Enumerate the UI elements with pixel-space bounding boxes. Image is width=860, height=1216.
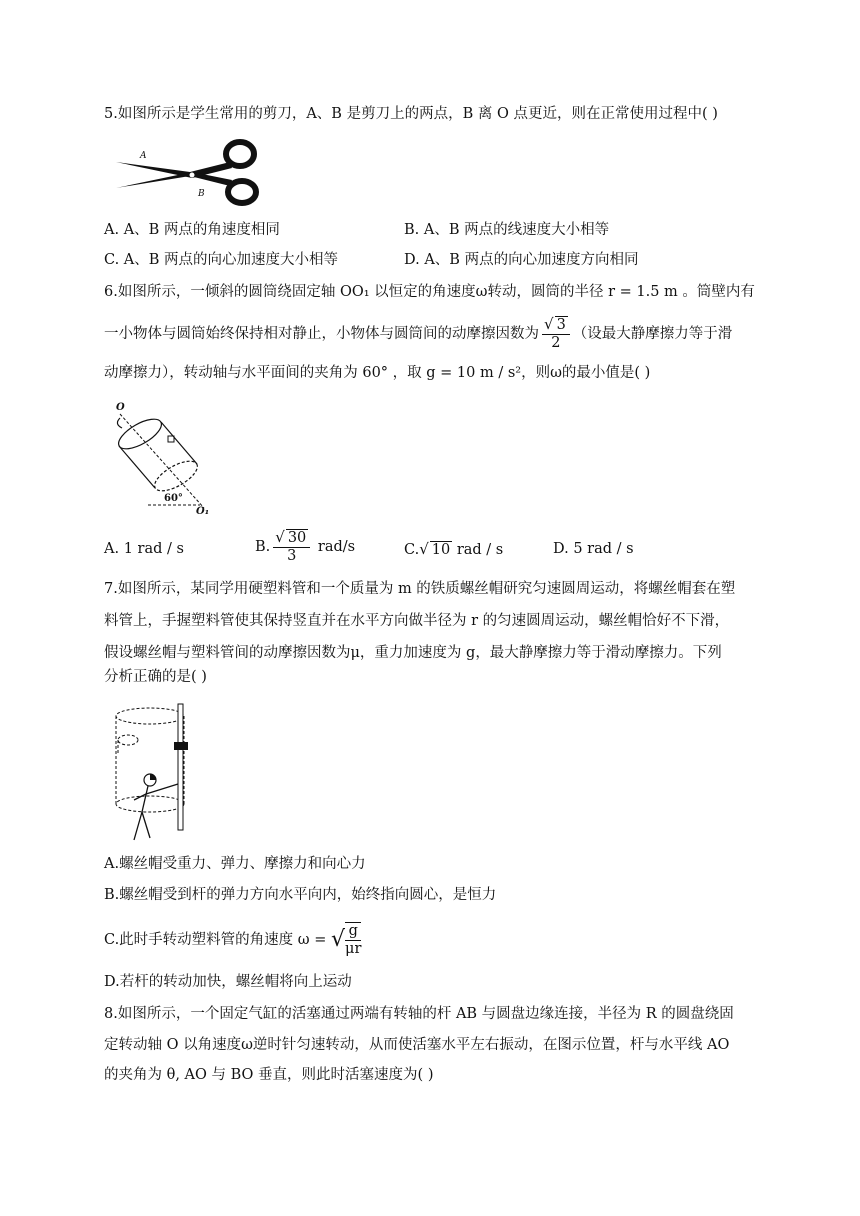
q8-stem-line3: 的夹角为 θ, AO 与 BO 垂直，则此时活塞速度为( ) xyxy=(104,1067,434,1083)
q6-stem-line2-post: （设最大静摩擦力等于滑 xyxy=(572,326,733,342)
q7-option-d[interactable]: D.若杆的转动加快，螺丝帽将向上运动 xyxy=(104,974,352,990)
q6-stem-line1: 6.如图所示，一倾斜的圆筒绕固定轴 OO₁ 以恒定的角速度ω转动，圆筒的半径 r = 1.5 m 。筒壁内有 xyxy=(104,284,755,300)
q6-option-d[interactable]: D. 5 rad / s xyxy=(553,541,634,557)
q6-stem-line2 xyxy=(104,316,732,352)
q6-option-b[interactable]: B. $\frac{√ 30}{3}$ rad/s xyxy=(255,528,356,564)
scissors-label-b: B xyxy=(198,189,205,199)
q7-option-c[interactable]: C.此时手转动塑料管的角速度 ω = √ $\frac{g}{\mu r}$ xyxy=(104,923,362,957)
cylinder-label-angle: 60° xyxy=(164,493,183,504)
q6-mu-fraction: $\frac{√ 3}{2}$ xyxy=(542,316,570,352)
tilted-cylinder-figure xyxy=(108,396,218,518)
q5-option-d[interactable]: D. A、B 两点的向心加速度方向相同 xyxy=(404,252,639,268)
rotating-tube-figure xyxy=(108,700,198,844)
q6-stem-line3: 动摩擦力），转动轴与水平面间的夹角为 60° ，取 g = 10 m / s²，则ω的最小值是( ) xyxy=(104,365,651,381)
cylinder-label-o1: O₁ xyxy=(196,506,210,517)
q5-option-c[interactable]: C. A、B 两点的向心加速度大小相等 xyxy=(104,252,339,268)
q6-option-a[interactable]: A. 1 rad / s xyxy=(104,541,184,557)
q7-stem-line1: 7.如图所示，某同学用硬塑料管和一个质量为 m 的铁质螺丝帽研究匀速圆周运动，将螺丝帽套在塑 xyxy=(104,581,736,597)
q7-stem-line4: 分析正确的是( ) xyxy=(104,669,207,685)
q7-option-b[interactable]: B.螺丝帽受到杆的弹力方向水平向内，始终指向圆心，是恒力 xyxy=(104,887,497,903)
scissors-label-a: A xyxy=(140,151,147,161)
scissors-figure xyxy=(112,136,264,208)
q7-stem-line2: 料管上，手握塑料管使其保持竖直并在水平方向做半径为 r 的匀速圆周运动，螺丝帽恰好不下滑， xyxy=(104,613,730,629)
q8-stem-line1: 8.如图所示，一个固定气缸的活塞通过两端有转轴的杆 AB 与圆盘边缘连接，半径为 R 的圆盘绕固 xyxy=(104,1006,734,1022)
q8-stem-line2: 定转动轴 O 以角速度ω逆时针匀速转动，从而使活塞水平左右振动，在图示位置，杆与水平线 AO xyxy=(104,1037,730,1053)
q5-stem: 5.如图所示是学生常用的剪刀，A、B 是剪刀上的两点，B 离 O 点更近，则在正常使用过程中( ) xyxy=(104,106,718,122)
q6-option-c[interactable]: C.√ 10 rad / s xyxy=(404,540,504,558)
q7-option-a[interactable]: A.螺丝帽受重力、弹力、摩擦力和向心力 xyxy=(104,856,366,872)
q7-stem-line3: 假设螺丝帽与塑料管间的动摩擦因数为μ，重力加速度为 g，最大静摩擦力等于滑动摩擦力。下列 xyxy=(104,645,722,661)
cylinder-label-o: O xyxy=(116,402,125,413)
q5-option-b[interactable]: B. A、B 两点的线速度大小相等 xyxy=(404,222,610,238)
q6-stem-line2-pre: 一小物体与圆筒始终保持相对静止，小物体与圆筒间的动摩擦因数为 xyxy=(104,326,539,342)
q5-option-a[interactable]: A. A、B 两点的角速度相同 xyxy=(104,222,280,238)
